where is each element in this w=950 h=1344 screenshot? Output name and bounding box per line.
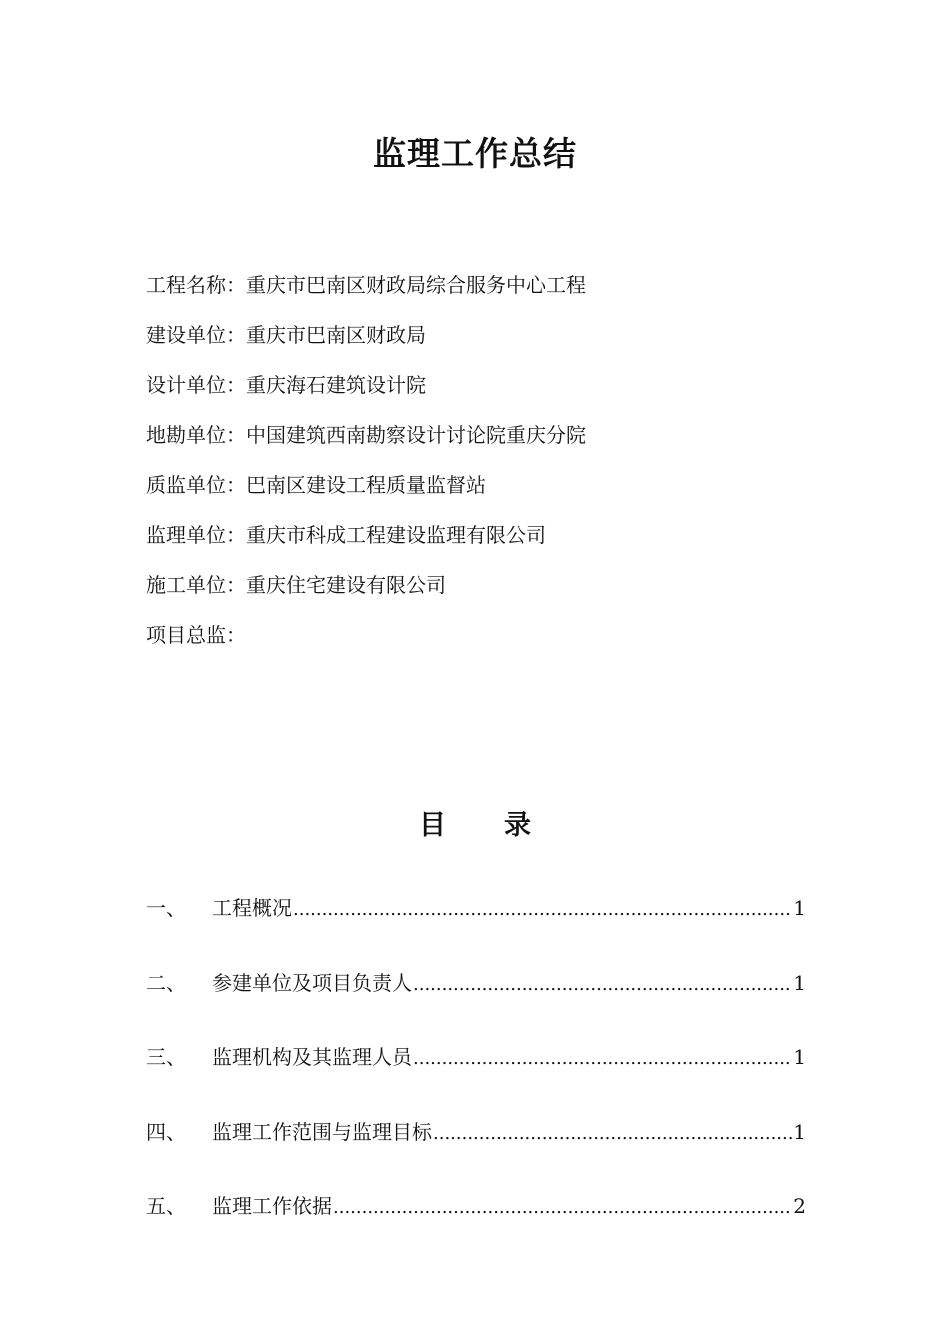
info-label: 质监单位： — [146, 473, 246, 497]
info-row-survey — [146, 420, 586, 470]
info-row-project-name — [146, 270, 586, 320]
info-value: 中国建筑西南勘察设计讨论院重庆分院 — [246, 423, 586, 447]
toc-entry-text: 监理工作依据 — [212, 1194, 332, 1218]
toc-leader-dots — [413, 1042, 792, 1072]
info-label: 项目总监： — [146, 623, 246, 647]
info-label: 监理单位： — [146, 523, 246, 547]
toc-entry[interactable] — [146, 1117, 806, 1192]
info-row-director — [146, 620, 586, 670]
toc-entry-text: 监理工作范围与监理目标 — [212, 1119, 432, 1144]
document-title: 监理工作总结 — [373, 134, 577, 173]
toc-entry[interactable] — [146, 1191, 806, 1266]
info-row-contractor — [146, 570, 586, 620]
toc-entry-page: 2 — [793, 1194, 806, 1218]
info-label: 设计单位： — [146, 373, 246, 397]
toc-leader-dots — [433, 1117, 792, 1147]
toc-entry-number: 一、 — [146, 896, 186, 920]
toc-entry[interactable] — [146, 893, 806, 968]
toc-entry-text: 工程概况 — [212, 896, 292, 920]
info-row-supervision — [146, 520, 586, 570]
toc-entry-number: 四、 — [146, 1119, 186, 1144]
toc-entry-number: 二、 — [146, 970, 186, 995]
info-value: 重庆海石建筑设计院 — [246, 373, 426, 397]
toc-title-char: 目 — [419, 810, 446, 841]
toc-leader-dots — [333, 1191, 792, 1221]
info-label: 工程名称： — [146, 273, 246, 297]
info-label: 施工单位： — [146, 573, 246, 597]
toc-entry-page: 1 — [793, 896, 806, 920]
toc-entry-page: 1 — [793, 1119, 806, 1144]
info-value: 重庆住宅建设有限公司 — [246, 573, 446, 597]
toc-entry-page: 1 — [793, 1045, 806, 1069]
info-row-owner — [146, 320, 586, 370]
toc-leader-dots — [413, 968, 792, 998]
info-label: 地勘单位： — [146, 423, 246, 447]
info-value: 巴南区建设工程质量监督站 — [246, 473, 486, 497]
toc-leader-dots — [293, 893, 792, 923]
table-of-contents — [146, 893, 806, 1266]
info-value: 重庆市巴南区财政局 — [246, 323, 426, 347]
project-info-list — [146, 270, 586, 670]
info-value: 重庆市巴南区财政局综合服务中心工程 — [246, 273, 586, 297]
info-label: 建设单位： — [146, 323, 246, 347]
toc-entry-text: 监理机构及其监理人员 — [212, 1045, 412, 1069]
toc-entry[interactable] — [146, 1042, 806, 1117]
info-row-quality — [146, 470, 586, 520]
info-row-designer — [146, 370, 586, 420]
toc-entry[interactable] — [146, 968, 806, 1043]
toc-title — [0, 803, 950, 842]
toc-title-char: 录 — [504, 810, 531, 841]
toc-entry-page: 1 — [793, 970, 806, 995]
toc-entry-number: 五、 — [146, 1194, 186, 1218]
toc-entry-number: 三、 — [146, 1045, 186, 1069]
toc-entry-text: 参建单位及项目负责人 — [212, 970, 412, 995]
info-value: 重庆市科成工程建设监理有限公司 — [246, 523, 546, 547]
